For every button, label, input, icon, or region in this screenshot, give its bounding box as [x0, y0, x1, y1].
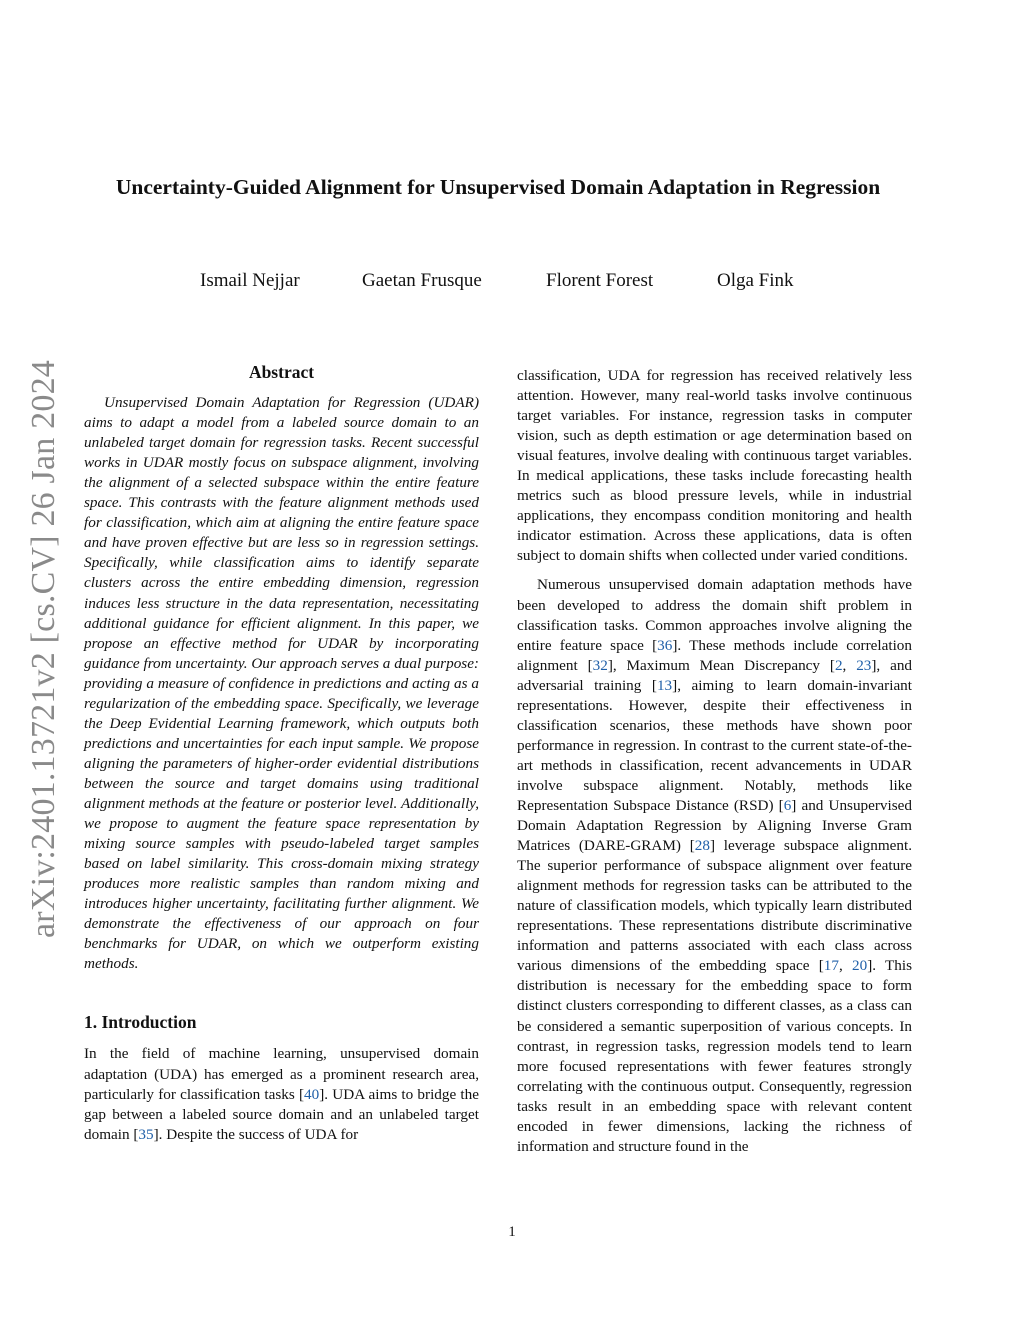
text-run: In the field of machine learning, unsupervised domain adaptation (UDA) has emerged as a prominent research area, particularly for classification tasks [: [84, 1045, 479, 1103]
citation-link[interactable]: 20: [852, 957, 868, 975]
author-name: Ismail Nejjar: [200, 270, 300, 291]
intro-paragraph-continued: classification, UDA for regression has received relatively less attention. However, many real-world tasks involve continuous target variables. For instance, regression tasks in computer vision, such as depth estimation or age determination based on visual features, involve dealing with continuous target variables. In medical applications, these tasks include forecasting health metrics such as blood pressure levels, while in industrial applications, they encompass condition monitoring and health indicator estimation. Across these applications, data is often subject to domain shifts when collected under varied conditions.: [517, 367, 912, 565]
citation-link[interactable]: 28: [694, 837, 710, 855]
text-run: ]. Despite the success of UDA for: [153, 1125, 359, 1143]
introduction-heading: 1. Introduction: [84, 1012, 197, 1033]
author-name: Florent Forest: [546, 270, 654, 291]
citation-link[interactable]: 23: [856, 656, 872, 674]
author-list: [0, 270, 1024, 296]
abstract-text: Unsupervised Domain Adaptation for Regression (UDAR) aims to adapt a model from a labeled source domain to an unlabeled target domain for regression tasks. Recent successful works in UDAR mostly focus on subspace alignment, involving the alignment of a selected subspace within the entire feature space. This contrasts with the feature alignment methods used for classification, which aim at aligning the entire feature space and have proven effective but are less so in regression settings. Specifically, while classification aims to identify separate clusters across the entire embedding dimension, regression induces less structure in the data representation, necessitating additional guidance for efficient alignment. In this paper, we propose an effective method for UDAR by incorporating guidance from uncertainty. Our approach serves a dual purpose: providing a measure of confidence in predictions and acting as a regularization of the embedding space. Specifically, we leverage the Deep Evidential Learning framework, which outputs both predictions and uncertainties for each input sample. We propose aligning the parameters of higher-order evidential distributions between the source and target domains using traditional alignment methods at the feature or posterior level. Additionally, we propose to augment the feature space representation by mixing source samples with pseudo-labeled target samples based on label similarity. This cross-domain mixing strategy produces more realistic samples than random mixing and introduces higher uncertainty, facilitating further alignment. We demonstrate the effectiveness of our approach on four benchmarks for UDAR, on which we outperform existing methods.: [84, 394, 479, 973]
text-run: ], and adversarial training [: [517, 656, 913, 694]
text-run: ] and Unsupervised Domain Adaptation Regression by Aligning Inverse Gram Matrices (DARE-GRAM) [: [517, 796, 912, 855]
text-run: ] leverage subspace alignment. The superior performance of subspace alignment over feature alignment methods for regression tasks can be attributed to the nature of classification models, which typically learn distributed representations. These representations distribute discriminative information and patterns associated with each class across various dimensions of the embedding space [: [517, 837, 913, 975]
left-column: [84, 362, 479, 1145]
arxiv-identifier-stamp: arXiv:2401.13721v2 [cs.CV] 26 Jan 2024: [25, 360, 62, 938]
right-column: [517, 366, 912, 1157]
citation-link[interactable]: 36: [657, 636, 673, 654]
text-run: Numerous unsupervised domain adaptation methods have been developed to address the domain shift problem in classification tasks. Common approaches involve aligning the entire feature space [: [517, 576, 912, 654]
intro-paragraph: [517, 575, 912, 1156]
abstract-heading: Abstract: [248, 362, 315, 382]
text-run: ,: [838, 957, 852, 975]
citation-link[interactable]: 32: [592, 656, 608, 674]
citation-link[interactable]: 40: [304, 1085, 320, 1103]
citation-link[interactable]: 17: [823, 957, 839, 975]
page-number: 1: [508, 1224, 516, 1240]
text-run: ]. These methods include correlation alignment [: [517, 636, 912, 674]
text-run: ], aiming to learn domain-invariant representations. However, despite their effectiveness in classification scenarios, these methods have shown poor performance in regression. In contrast to the current state-of-the-art methods in classification, recent advancements in UDAR involve subspace alignment. Notably, methods like Representation Subspace Distance (RSD) [: [517, 676, 912, 814]
citation-link[interactable]: 35: [138, 1125, 154, 1143]
author-name: Olga Fink: [717, 270, 794, 291]
text-run: ], Maximum Mean Discrepancy [: [607, 656, 835, 674]
text-run: ,: [842, 656, 857, 674]
author-name: Gaetan Frusque: [362, 270, 482, 291]
intro-paragraph: [84, 1044, 479, 1144]
citation-link[interactable]: 2: [834, 656, 843, 674]
text-run: ]. This distribution is necessary for the embedding space to form distinct clusters corresponding to different classes, as a class can be considered a semantic superposition of various concepts. In contrast, in regression tasks, regression models tend to learn more focused representations with fewer features strongly correlating with the continuous output. Consequently, regression tasks result in an embedding space with relevant content encoded in fewer dimensions, lacking the richness of information and structure found in the: [517, 957, 913, 1155]
paper-title: Uncertainty-Guided Alignment for Unsupervised Domain Adaptation in Regression: [115, 175, 881, 199]
citation-link[interactable]: 13: [656, 676, 673, 694]
text-run: ]. UDA aims to bridge the gap between a labeled source domain and an unlabeled target domain [: [84, 1085, 479, 1143]
citation-link[interactable]: 6: [783, 796, 792, 814]
